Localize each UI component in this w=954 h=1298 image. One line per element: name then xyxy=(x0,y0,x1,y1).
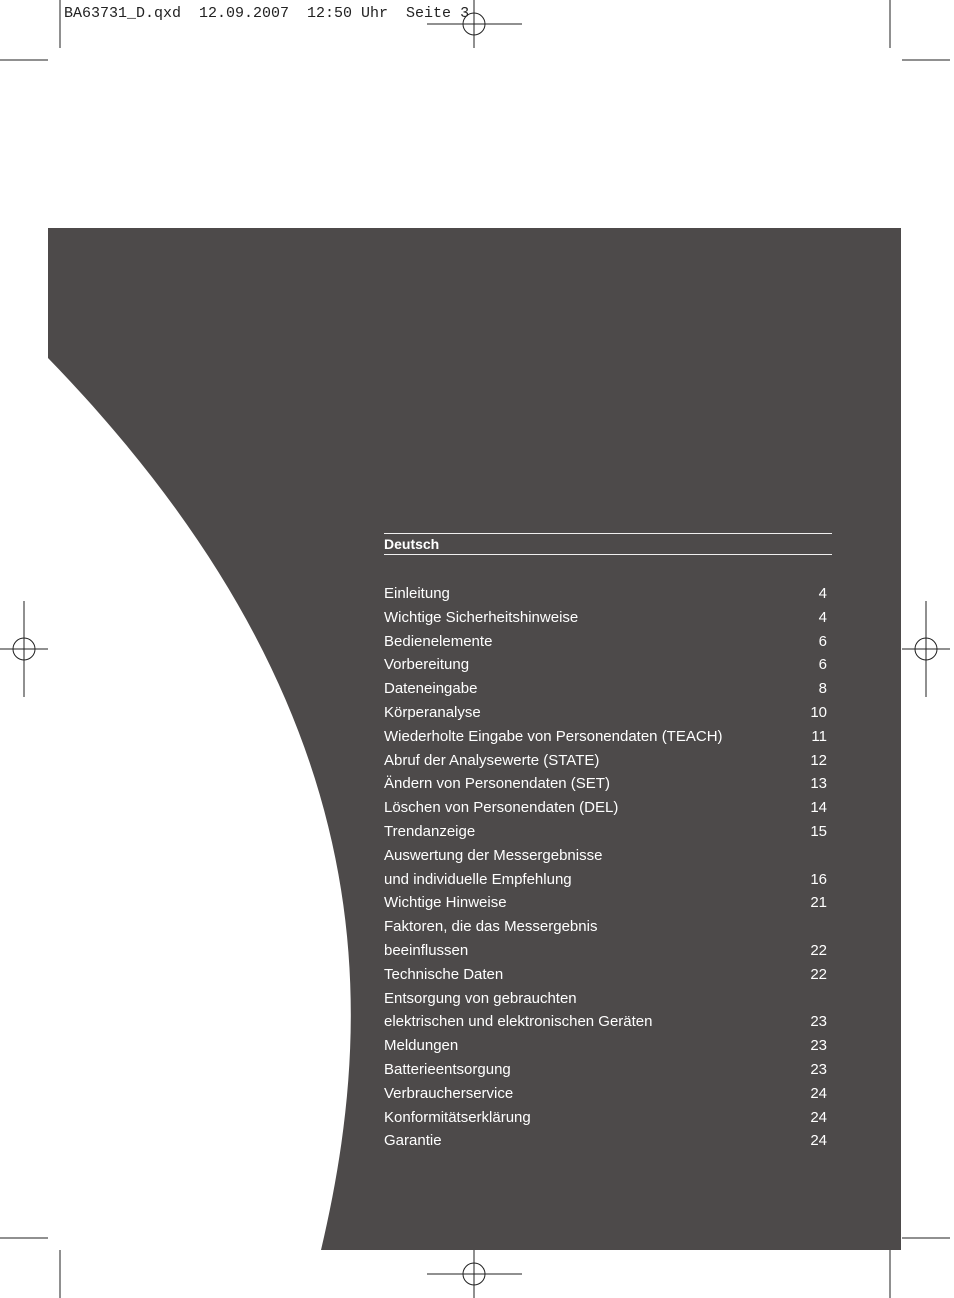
toc-entry-page: 6 xyxy=(818,632,827,650)
toc-entry-page: 16 xyxy=(810,870,827,888)
toc-entry xyxy=(384,1106,832,1130)
toc-entry-title: Dateneingabe xyxy=(384,680,478,698)
toc-entry-title: beeinflussen xyxy=(384,941,469,959)
crop-mark-bottom-left xyxy=(0,1238,60,1298)
toc-entry-title: Technische Daten xyxy=(384,965,504,983)
toc-entry-page: 6 xyxy=(818,656,827,674)
toc-entry-title: Wichtige Sicherheitshinweise xyxy=(384,608,579,626)
toc-entry-page: 24 xyxy=(810,1132,827,1150)
toc-entry xyxy=(384,796,832,820)
toc-entry-page: 4 xyxy=(818,608,827,626)
toc-entry xyxy=(384,891,832,915)
registration-mark-right xyxy=(902,601,950,697)
toc-entry xyxy=(384,725,832,749)
toc-entry xyxy=(384,1010,832,1034)
toc-entry-title: Entsorgung von gebrauchten xyxy=(384,989,577,1007)
table-of-contents xyxy=(384,533,832,1153)
toc-entry xyxy=(384,1058,832,1082)
toc-entry xyxy=(384,749,832,773)
toc-entry-page: 23 xyxy=(810,1013,827,1031)
crop-mark-top-right xyxy=(890,0,950,60)
toc-entry xyxy=(384,987,832,1011)
toc-entry-title: Vorbereitung xyxy=(384,656,470,674)
toc-entry-title: Trendanzeige xyxy=(384,822,476,840)
toc-entry-page xyxy=(803,844,827,868)
toc-entry-title: Garantie xyxy=(384,1132,442,1150)
toc-entry xyxy=(384,820,832,844)
toc-entry-title: Abruf der Analysewerte (STATE) xyxy=(384,751,600,769)
toc-entry xyxy=(384,701,832,725)
toc-entry xyxy=(384,582,832,606)
toc-entry-page: 10 xyxy=(810,703,827,721)
toc-entry-page: 14 xyxy=(810,799,827,817)
toc-entry xyxy=(384,939,832,963)
toc-entry xyxy=(384,868,832,892)
toc-entry xyxy=(384,653,832,677)
toc-entry-page: 13 xyxy=(810,775,827,793)
crop-mark-top-left xyxy=(0,0,60,60)
toc-entry xyxy=(384,915,832,939)
toc-entry-page: 23 xyxy=(810,1060,827,1078)
toc-entry-title: Verbraucherservice xyxy=(384,1084,514,1102)
toc-heading: Deutsch xyxy=(384,533,832,555)
toc-entry xyxy=(384,1082,832,1106)
toc-entry-title: Wichtige Hinweise xyxy=(384,894,507,912)
registration-mark-left xyxy=(0,601,48,697)
toc-entry-page: 22 xyxy=(810,941,827,959)
toc-entry-title: Wiederholte Eingabe von Personendaten (TEACH) xyxy=(384,727,723,745)
print-slug: BA63731_D.qxd 12.09.2007 12:50 Uhr Seite 3 xyxy=(64,5,470,22)
toc-entry xyxy=(384,630,832,654)
toc-entry xyxy=(384,1129,832,1153)
toc-entry-title: Einleitung xyxy=(384,585,450,602)
toc-entry-title: Bedienelemente xyxy=(384,632,493,650)
toc-entry-page: 22 xyxy=(810,965,827,983)
toc-entry-page: 23 xyxy=(810,1037,827,1055)
toc-entry-title: Meldungen xyxy=(384,1037,459,1055)
toc-entry-page: 12 xyxy=(810,751,827,769)
toc-entry xyxy=(384,844,832,868)
toc-entry-page: 8 xyxy=(818,680,827,698)
toc-entry-title: Löschen von Personendaten (DEL) xyxy=(384,799,619,817)
toc-entry-page: 4 xyxy=(818,585,827,602)
toc-entry-title: Konformitätserklärung xyxy=(384,1108,531,1126)
toc-entry xyxy=(384,1034,832,1058)
toc-entry-page xyxy=(803,987,827,1011)
toc-entry-title: Faktoren, die das Messergebnis xyxy=(384,918,598,936)
toc-list xyxy=(384,582,832,1153)
toc-entry-title: Körperanalyse xyxy=(384,703,481,721)
toc-entry xyxy=(384,963,832,987)
toc-entry-title: Ändern von Personendaten (SET) xyxy=(384,775,610,793)
toc-entry-page: 11 xyxy=(811,727,827,745)
toc-entry xyxy=(384,606,832,630)
toc-entry-page: 15 xyxy=(810,822,827,840)
toc-entry-title: und individuelle Empfehlung xyxy=(384,870,572,888)
registration-mark-bottom xyxy=(427,1250,522,1298)
crop-mark-bottom-right xyxy=(890,1238,950,1298)
toc-entry-page: 24 xyxy=(810,1084,827,1102)
toc-entry-page: 21 xyxy=(810,894,827,912)
toc-entry-title: Auswertung der Messergebnisse xyxy=(384,846,603,864)
toc-entry-title: elektrischen und elektronischen Geräten xyxy=(384,1013,653,1031)
toc-entry-page xyxy=(803,915,827,939)
toc-entry-title: Batterieentsorgung xyxy=(384,1060,511,1078)
toc-entry-page: 24 xyxy=(810,1108,827,1126)
toc-entry xyxy=(384,772,832,796)
toc-entry xyxy=(384,677,832,701)
